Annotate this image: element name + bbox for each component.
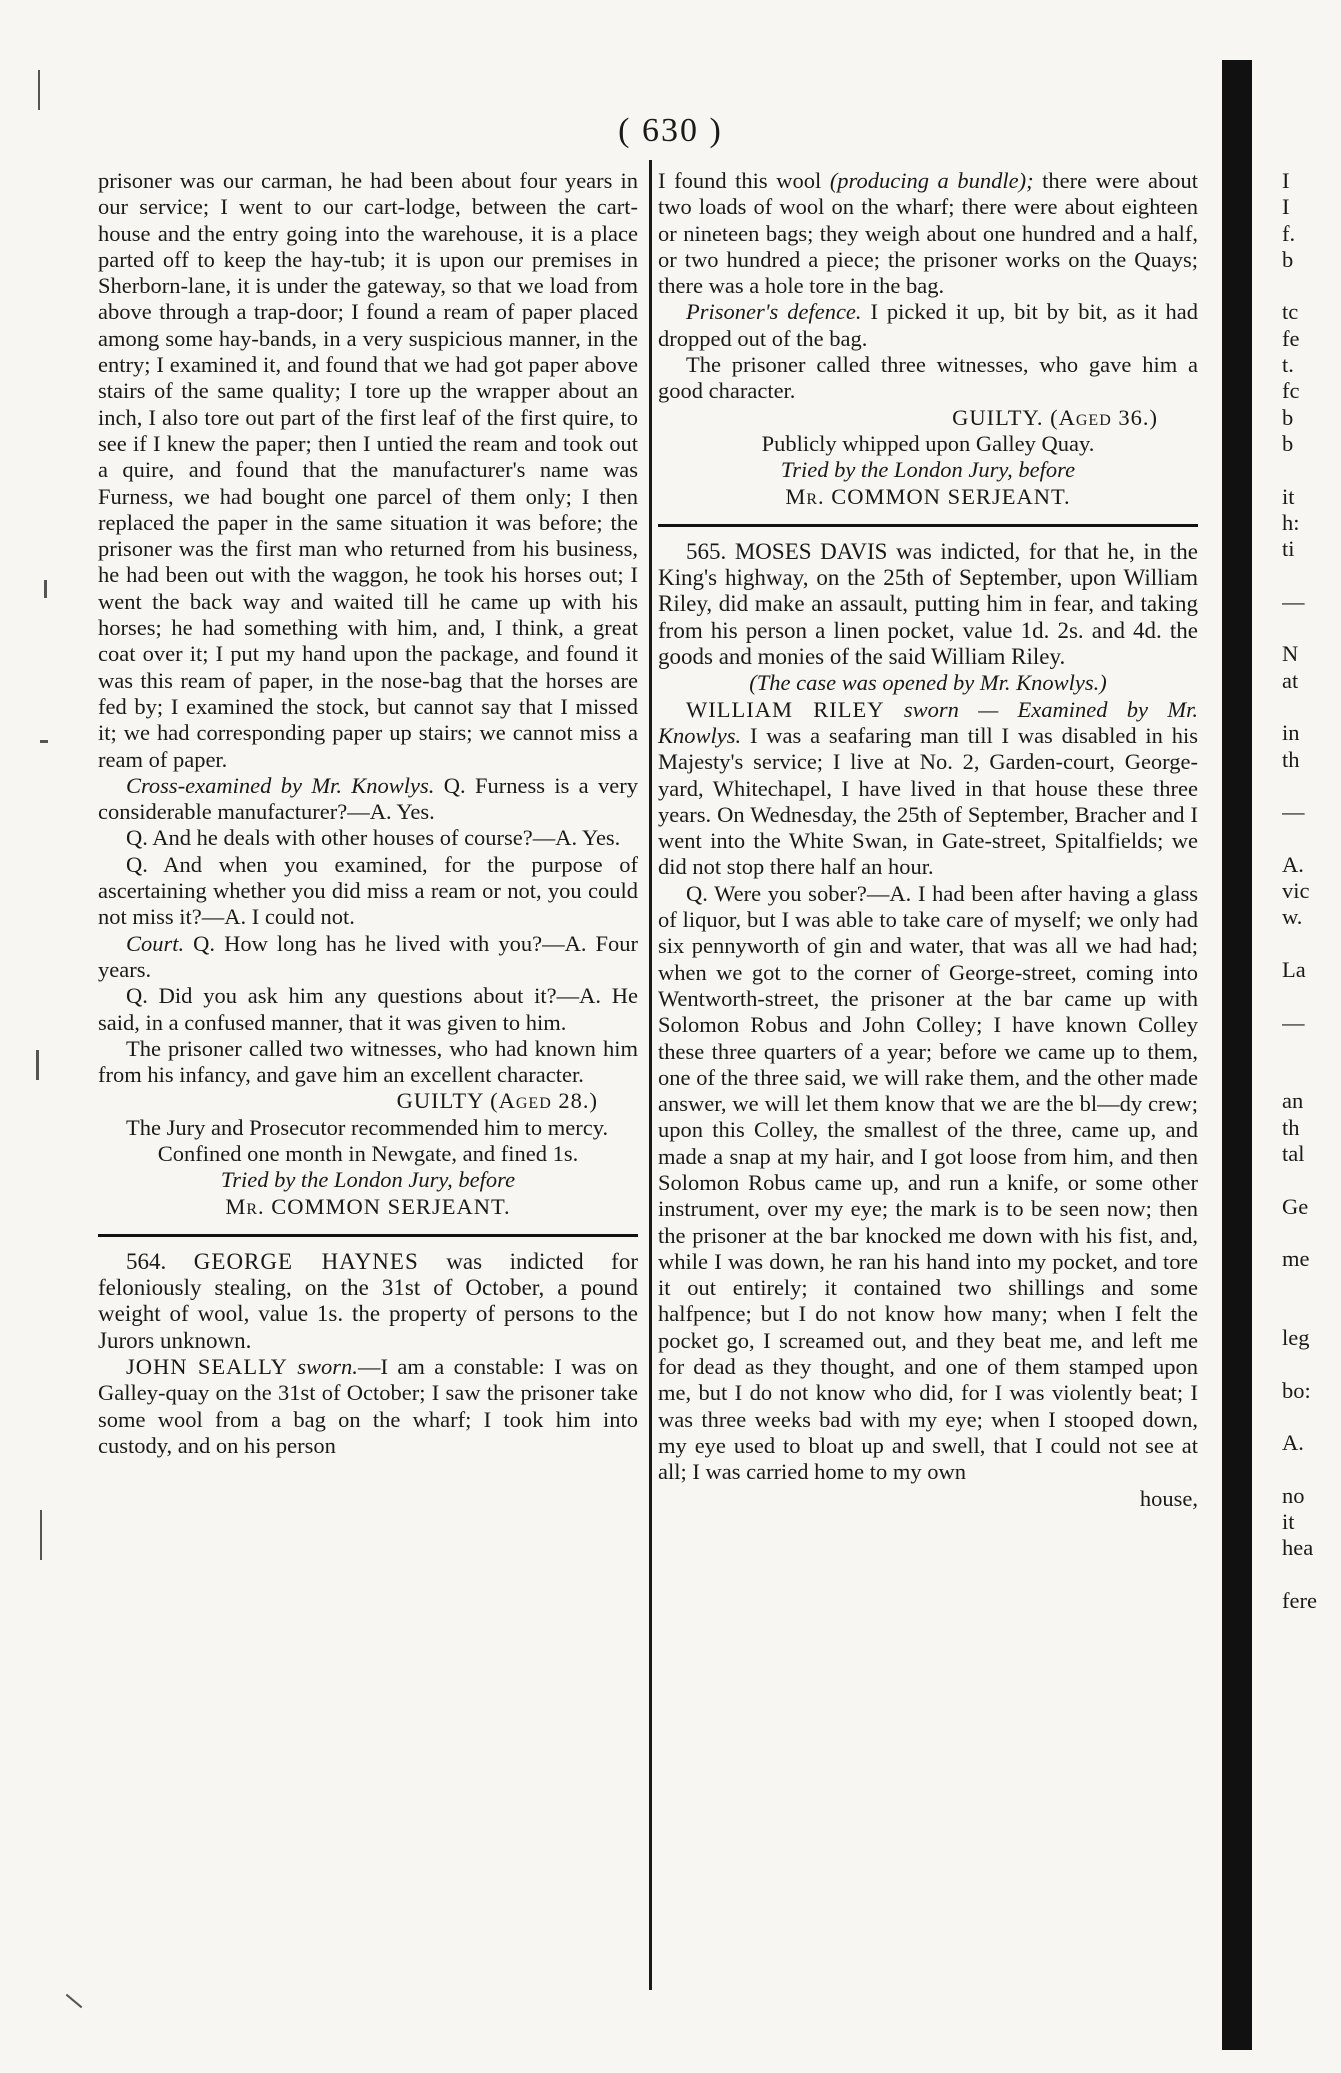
margin-fragment [1282, 615, 1332, 641]
margin-fragment: b [1282, 246, 1294, 272]
witnesses-note: The prisoner called three witnesses, who gave him a good character. [658, 352, 1198, 404]
next-page-margin-fragments [1282, 168, 1332, 1614]
case-opened-note: (The case was opened by Mr. Knowlys.) [749, 670, 1107, 696]
margin-fragment: — [1282, 588, 1305, 614]
witness-name: WILLIAM RILEY [686, 696, 885, 722]
margin-fragment: hea [1282, 1535, 1314, 1561]
witness-exam: — Examined by Mr. Knowlys. [658, 696, 1198, 748]
prisoner-defence [658, 299, 1198, 352]
margin-fragment: b [1282, 430, 1294, 456]
defendant-name: MOSES DAVIS [734, 538, 888, 564]
margin-fragment: b [1282, 404, 1294, 430]
margin-fragment: tal [1282, 1140, 1305, 1166]
tried-before: Tried by the London Jury, before [220, 1167, 516, 1193]
margin-fragment: fe [1282, 325, 1300, 351]
margin-fragment [1282, 1299, 1332, 1325]
text-run: I found this wool [658, 168, 830, 193]
margin-fragment: A. [1282, 1430, 1304, 1456]
scan-margin-specks [34, 60, 74, 2060]
margin-fragment: th [1282, 1114, 1300, 1140]
case-entry-565 [658, 539, 1198, 670]
verdict: GUILTY (Aged 28.) [396, 1088, 598, 1114]
witness-sworn: sworn [884, 696, 959, 722]
margin-fragment [1282, 1457, 1332, 1483]
column-divider [649, 160, 652, 1990]
question-answer: Q. Were you sober?—A. I had been after having a glass of liquor, but I was able to take care of myself; we only had six pennyworth of gin and water, that was all we had had; when we got to the corner of George-street, coming into Wentworth-street, the prisoner at the bar came up with Solomon Robus and John Colley; I have known Colley these three quarters of a year; before we came up to them, one of the three said, we will rake them, and the other made answer, we will let them know that we are the bl—dy crew; upon this Colley, the smallest of the three, came up, and made a snap at my hair, and I got loose from him, and then Solomon Robus came up, and run a knife, or some other instrument, over my eye; the mark is to be seen now; then the prisoner at the bar knocked me down with his fist, and, while I was down, he ran his hand into my pocket, and tore it out entirely; it contained two shillings and some halfpence; but I do not know how many; when I felt the pocket go, I screamed out, and they beat me, and left me for dead as they thought, and one of them stamped upon me, but I do not know who did, for I was violently beat; I was three weeks bad with my eye; when I stooped down, my eye used to bloat up and swell, that I could not see at all; I was carried home to my own [658, 880, 1198, 1485]
margin-fragment [1282, 1272, 1332, 1298]
margin-fragment: Ge [1282, 1193, 1309, 1219]
witness-text: —I am a constable: I was on Galley-quay on the 31st of October; I saw the prisoner take some wool from a bag on the wharf; I took him into custody, and on his person [98, 1354, 638, 1458]
witness-sworn: sworn. [287, 1354, 358, 1380]
left-column [98, 168, 638, 1459]
witnesses-note: The prisoner called two witnesses, who had known him from his infancy, and gave him an excellent character. [98, 1035, 638, 1088]
margin-fragment: at [1282, 667, 1299, 693]
margin-fragment [1282, 931, 1332, 957]
testimony-paragraph: prisoner was our carman, he had been about four years in our service; I went to our cart-lodge, between the cart-house and the entry going into the warehouse, it is a place parted off to keep the hay-tub; it is upon our premises in Sherborn-lane, it is under the gateway, so that we load from above through a trap-door; I found a ream of paper placed among some hay-bands, in a very suspicious manner, in the entry; I examined it, and found that we had got paper above stairs of the same quality; I tore up the wrapper about an inch, I also tore out part of the first leaf of the first quire, to see if I knew the paper; then I untied the ream and took out a quire, and found that the manufacturer's name was Furness, we had bought one parcel of them only; I then replaced the paper in the same situation it was before; the prisoner was the first man who returned from his business, he had been out with the waggon, he took his horses out; I went the back way and waited till he came up with his horses; he had something with him, and, I think, a great coat over it; I put my hand upon the package, and found it was this ream of paper, in the nose-bag that the horses are fed by; I examined the stock, but cannot say that I missed it; we had corresponding paper up stairs; we cannot miss a ream of paper. [98, 168, 638, 772]
margin-fragment [1282, 1351, 1332, 1377]
margin-fragment: bo: [1282, 1377, 1311, 1403]
margin-fragment: in [1282, 720, 1300, 746]
testimony-continued [658, 168, 1198, 299]
margin-fragment [1282, 1062, 1332, 1088]
margin-fragment [1282, 773, 1332, 799]
right-column [658, 168, 1198, 1512]
margin-fragment: fere [1282, 1588, 1317, 1614]
defence-text: I picked it up, bit by bit, as it had dropped out of the bag. [658, 299, 1198, 351]
binding-shadow [1222, 60, 1252, 2050]
margin-fragment: it [1282, 1509, 1295, 1535]
sentence: Confined one month in Newgate, and fined 1s. [157, 1140, 579, 1166]
margin-fragment [1282, 825, 1332, 851]
margin-fragment [1282, 1220, 1332, 1246]
witness-testimony [98, 1354, 638, 1459]
page-number-header: ( 630 ) [618, 112, 723, 149]
margin-fragment: an [1282, 1088, 1304, 1114]
indictment-text: was indicted for feloniously stealing, on the 31st of October, a pound weight of wool, value 1s. the property of persons to the Jurors unknown. [98, 1248, 638, 1353]
margin-fragment: it [1282, 483, 1295, 509]
cross-examination [98, 773, 638, 826]
margin-fragment [1282, 1167, 1332, 1193]
margin-fragment: I [1282, 168, 1290, 193]
question-answer: Q. Did you ask him any questions about it?—A. He said, in a confused manner, that it was given to him. [98, 983, 638, 1035]
margin-fragment [1282, 562, 1332, 588]
margin-fragment: h: [1282, 509, 1300, 535]
judge-name: Mr. COMMON SERJEANT. [225, 1193, 511, 1219]
question-answer: Q. And when you examined, for the purpose of ascertaining whether you did miss a ream or not, you could not miss it?—A. I could not. [98, 851, 638, 930]
margin-fragment [1282, 273, 1332, 299]
sentence: Publicly whipped upon Galley Quay. [761, 430, 1095, 456]
exhibit-note: (producing a bundle); [829, 168, 1034, 193]
court-label: Court. [126, 930, 185, 956]
margin-fragment: fc [1282, 378, 1300, 404]
margin-fragment: vic [1282, 878, 1310, 904]
court-question [98, 931, 638, 984]
recommendation: The Jury and Prosecutor recommended him to mercy. [126, 1114, 609, 1140]
margin-fragment: me [1282, 1246, 1310, 1272]
margin-fragment [1282, 1562, 1332, 1588]
margin-fragment: N [1282, 641, 1299, 667]
margin-fragment: leg [1282, 1325, 1310, 1351]
judge-name: Mr. COMMON SERJEANT. [785, 483, 1071, 509]
cross-examination-text: Q. Furness is a very considerable manufacturer?—A. Yes. [98, 772, 638, 825]
court-text: Q. How long has he lived with you?—A. Four years. [98, 930, 638, 982]
witness-name: JOHN SEALLY [126, 1354, 288, 1380]
margin-fragment [1282, 983, 1332, 1009]
margin-fragment: tc [1282, 299, 1299, 325]
margin-fragment [1282, 1404, 1332, 1430]
witness-text: I was a seafaring man till I was disabled in his Majesty's service; I live at No. 2, Garden-court, George-yard, Whitechapel, I have lived in that house these three years. On Wednesday, the 25th of September, Bracher and I went into the White Swan, in Gate-street, Spitalfields; we did not stop there half an hour. [658, 722, 1198, 880]
margin-fragment: La [1282, 956, 1306, 982]
verdict: GUILTY. (Aged 36.) [952, 404, 1158, 430]
case-number: 565. [686, 538, 727, 564]
indictment-text: was indicted, for that he, in the King's highway, on the 25th of September, upon William Riley, did make an assault, putting him in fear, and taking from his person a linen pocket, value 1d. 2s. and 4d. the goods and monies of the said William Riley. [658, 538, 1198, 670]
margin-fragment: ti [1282, 536, 1295, 562]
cross-examination-label: Cross-examined by Mr. Knowlys. [126, 772, 435, 798]
defence-label: Prisoner's defence. [686, 299, 862, 325]
margin-fragment: I [1282, 194, 1290, 220]
margin-fragment: no [1282, 1482, 1305, 1508]
tried-before: Tried by the London Jury, before [780, 457, 1076, 483]
case-number: 564. [126, 1248, 167, 1274]
text-run: there were about two loads of wool on the wharf; there were about eighteen or nineteen bags; they weigh about one hundred and a half, or two hundred a piece; the prisoner works on the Quays; there was a hole tore in the bag. [658, 168, 1198, 299]
catchword: house, [1139, 1485, 1198, 1511]
margin-fragment: t. [1282, 352, 1294, 378]
margin-fragment [1282, 1036, 1332, 1062]
margin-fragment: A. [1282, 851, 1304, 877]
defendant-name: GEORGE HAYNES [193, 1248, 419, 1274]
margin-fragment: w. [1282, 904, 1303, 930]
section-rule [658, 524, 1198, 527]
margin-fragment: — [1282, 799, 1305, 825]
section-rule [98, 1234, 638, 1237]
margin-fragment: f. [1282, 220, 1296, 246]
question-answer: Q. And he deals with other houses of course?—A. Yes. [126, 825, 621, 851]
margin-fragment: th [1282, 746, 1300, 772]
margin-fragment [1282, 694, 1332, 720]
margin-fragment: — [1282, 1009, 1305, 1035]
witness-testimony [658, 697, 1198, 881]
margin-fragment [1282, 457, 1332, 483]
case-entry-564 [98, 1249, 638, 1354]
